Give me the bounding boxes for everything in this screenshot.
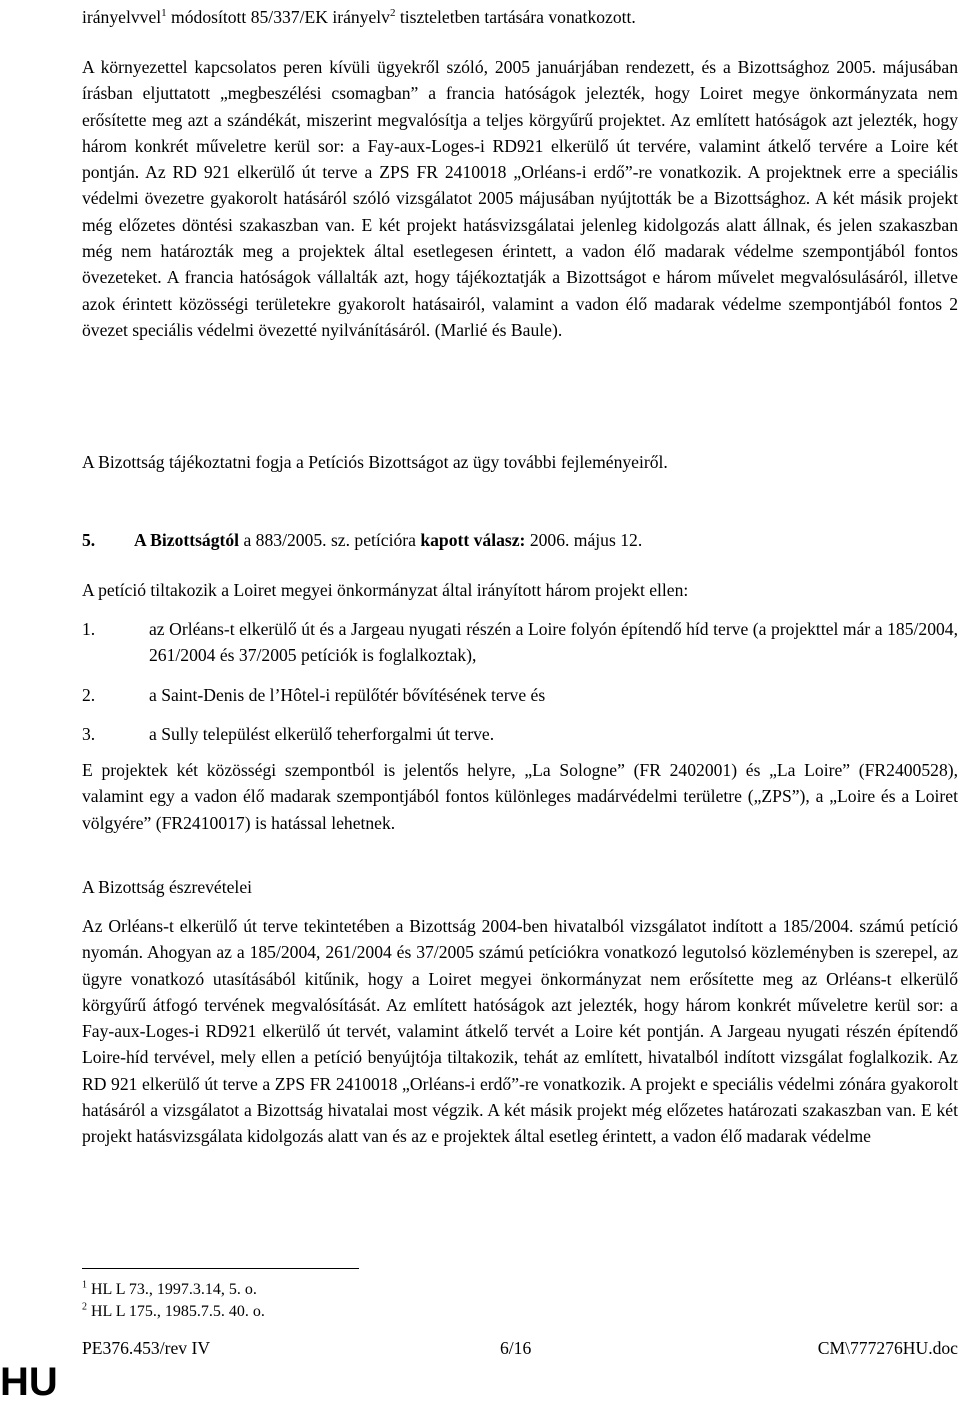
continuation-line: irányelvvel$^1$ módosított 85/337/EK irányelv$^2$ tiszteletben tartására vonatkozott. [82, 7, 636, 27]
footnote-2: $^2$ HL L 175., 1985.7.5. 40. o. [82, 1301, 265, 1320]
subheading-commission-observations: A Bizottság észrevételei [82, 877, 253, 897]
file-name: CM\777276HU.doc [817, 1338, 958, 1358]
footnote-ref-1[interactable]: 1 [161, 7, 167, 20]
footnote-ref-2[interactable]: 2 [389, 7, 396, 20]
paragraph-commission-will-inform: A Bizottság tájékoztatni fogja a Petíciós Bizottságot az ügy további fejleményeiről. [82, 452, 668, 472]
footnotes [82, 1279, 582, 1323]
paragraph-observations: Az Orléans-t elkerülő út terve tekintetében a Bizottság 2004-ben hivatalból vizsgálatot indított a 185/2004. számú petíció nyomán. Ahogyan az a 185/2004, 261/2004 és 37/2005 számú petíciókra vonatkozó legutolsó közleményben is szerepel, az ügyre vonatkozó utasításából kitűnik, hogy a Loiret megyei önkormányzat nem erősítette meg az Orléans-t elkerülő körgyűrű átfogó tervének megvalósítását. Az említett hatóságok azt jelezték, hogy három konkrét műveletre kerül sor: a Fay-aux-Loges-i RD921 elkerülő út tervét, valamint átkelő tervét a Loire két pontján. A Jargeau nyugati részén építendő Loire-híd tervével, mely ellen a petíció benyújtója tiltakozik, tehát az említett, hivatalból indított vizsgálat foglalkozik. Az RD 921 elkerülő út terve a ZPS FR 2410018 „Orléans-i erdő”-re vonatkozik. A projekt e speciális védelmi zónára gyakorolt hatásáról a vizsgálatot a Bizottság hivatalai most végzik. A két másik projekt még előzetes határozati szakaszban van. E két projekt hatásvizsgálata kidolgozás alatt van és az e projektek által esetleg érintett, a vadon élő madarak védelme [82, 916, 958, 1147]
footnote-1: $^1$ HL L 73., 1997.3.14, 5. o. [82, 1279, 257, 1298]
list-item: 1. az Orléans-t elkerülő út és a Jargeau nyugati részén a Loire folyón építendő híd terve (a projekttel már a 185/2004, 261/2004 és 37/2005 petíciók is foglalkoztak), [82, 619, 958, 666]
section-number: 5. [82, 530, 96, 550]
list-item: 3. a Sully települést elkerülő teherforgalmi út terve. [82, 723, 495, 744]
project-list [82, 616, 958, 747]
list-item: 2. a Saint-Denis de l’Hôtel-i repülőtér bővítésének terve és [82, 684, 546, 705]
footnote-separator [82, 1268, 359, 1269]
page-footer [82, 1338, 958, 1364]
language-code: HU [0, 1360, 58, 1404]
document-reference: PE376.453/rev IV [82, 1338, 211, 1358]
paragraph-protected-sites: E projektek két közösségi szempontból is jelentős helyre, „La Sologne” (FR 2402001) és „La Loire” (FR2400528), valamint egy a vadon élő madarak szempontjából fontos különleges madárvédelmi területre („ZPS”), a „Loire és a Loiret völgyére” (FR2410017) is hatással lehetnek. [82, 760, 958, 833]
page-number: 6/16 [500, 1338, 532, 1358]
section-heading-5: 5. A Bizottságtól a 883/2005. sz. petícióra kapott válasz: 2006. május 12. [82, 527, 958, 553]
paragraph-context: A környezettel kapcsolatos peren kívüli ügyekről szóló, 2005 januárjában rendezett, és a Bizottsághoz 2005. májusában írásban eljuttatott „megbeszélési csomagban” a francia hatóságok jelezték, hogy Loiret megye önkormányzata nem erősítette meg azt a szándékát, miszerint megvalósítja a teljes körgyűrű projektet. Az említett hatóságok azt jelezték, hogy három konkrét műveletre kerül sor: a Fay-aux-Loges-i RD921 elkerülő út tervére, valamint átkelő tervére a Loire két pontján. Az RD 921 elkerülő út terve a ZPS FR 2410018 „Orléans-i erdő”-re vonatkozik. A projektnek erre a speciális védelmi övezetre gyakorolt hatásáról szóló vizsgálatot 2005 májusában nyújtották be a Bizottsághoz. A két másik projekt még előzetes döntési szakaszban van. E két projekt hatásvizsgálatai jelenleg kidolgozás alatt állnak, és jelen szakaszban még nem határozták meg a projektek által esetlegesen érintett, a vadon élő madarak védelme szempontjából fontos övezeteket. A francia hatóságok vállalták azt, hogy tájékoztatják a Bizottságot e három művelet megvalósulásáról, illetve azok érintett közösségi területekre gyakorolt hatásairól, valamint a vadon élő madarak védelme szempontjából fontos 2 övezet speciális védelmi övezetté nyilvánításáról. (Marlié és Baule). [82, 57, 958, 340]
paragraph-petition-summary: A petíció tiltakozik a Loiret megyei önkormányzat által irányított három projekt ellen: [82, 580, 689, 600]
